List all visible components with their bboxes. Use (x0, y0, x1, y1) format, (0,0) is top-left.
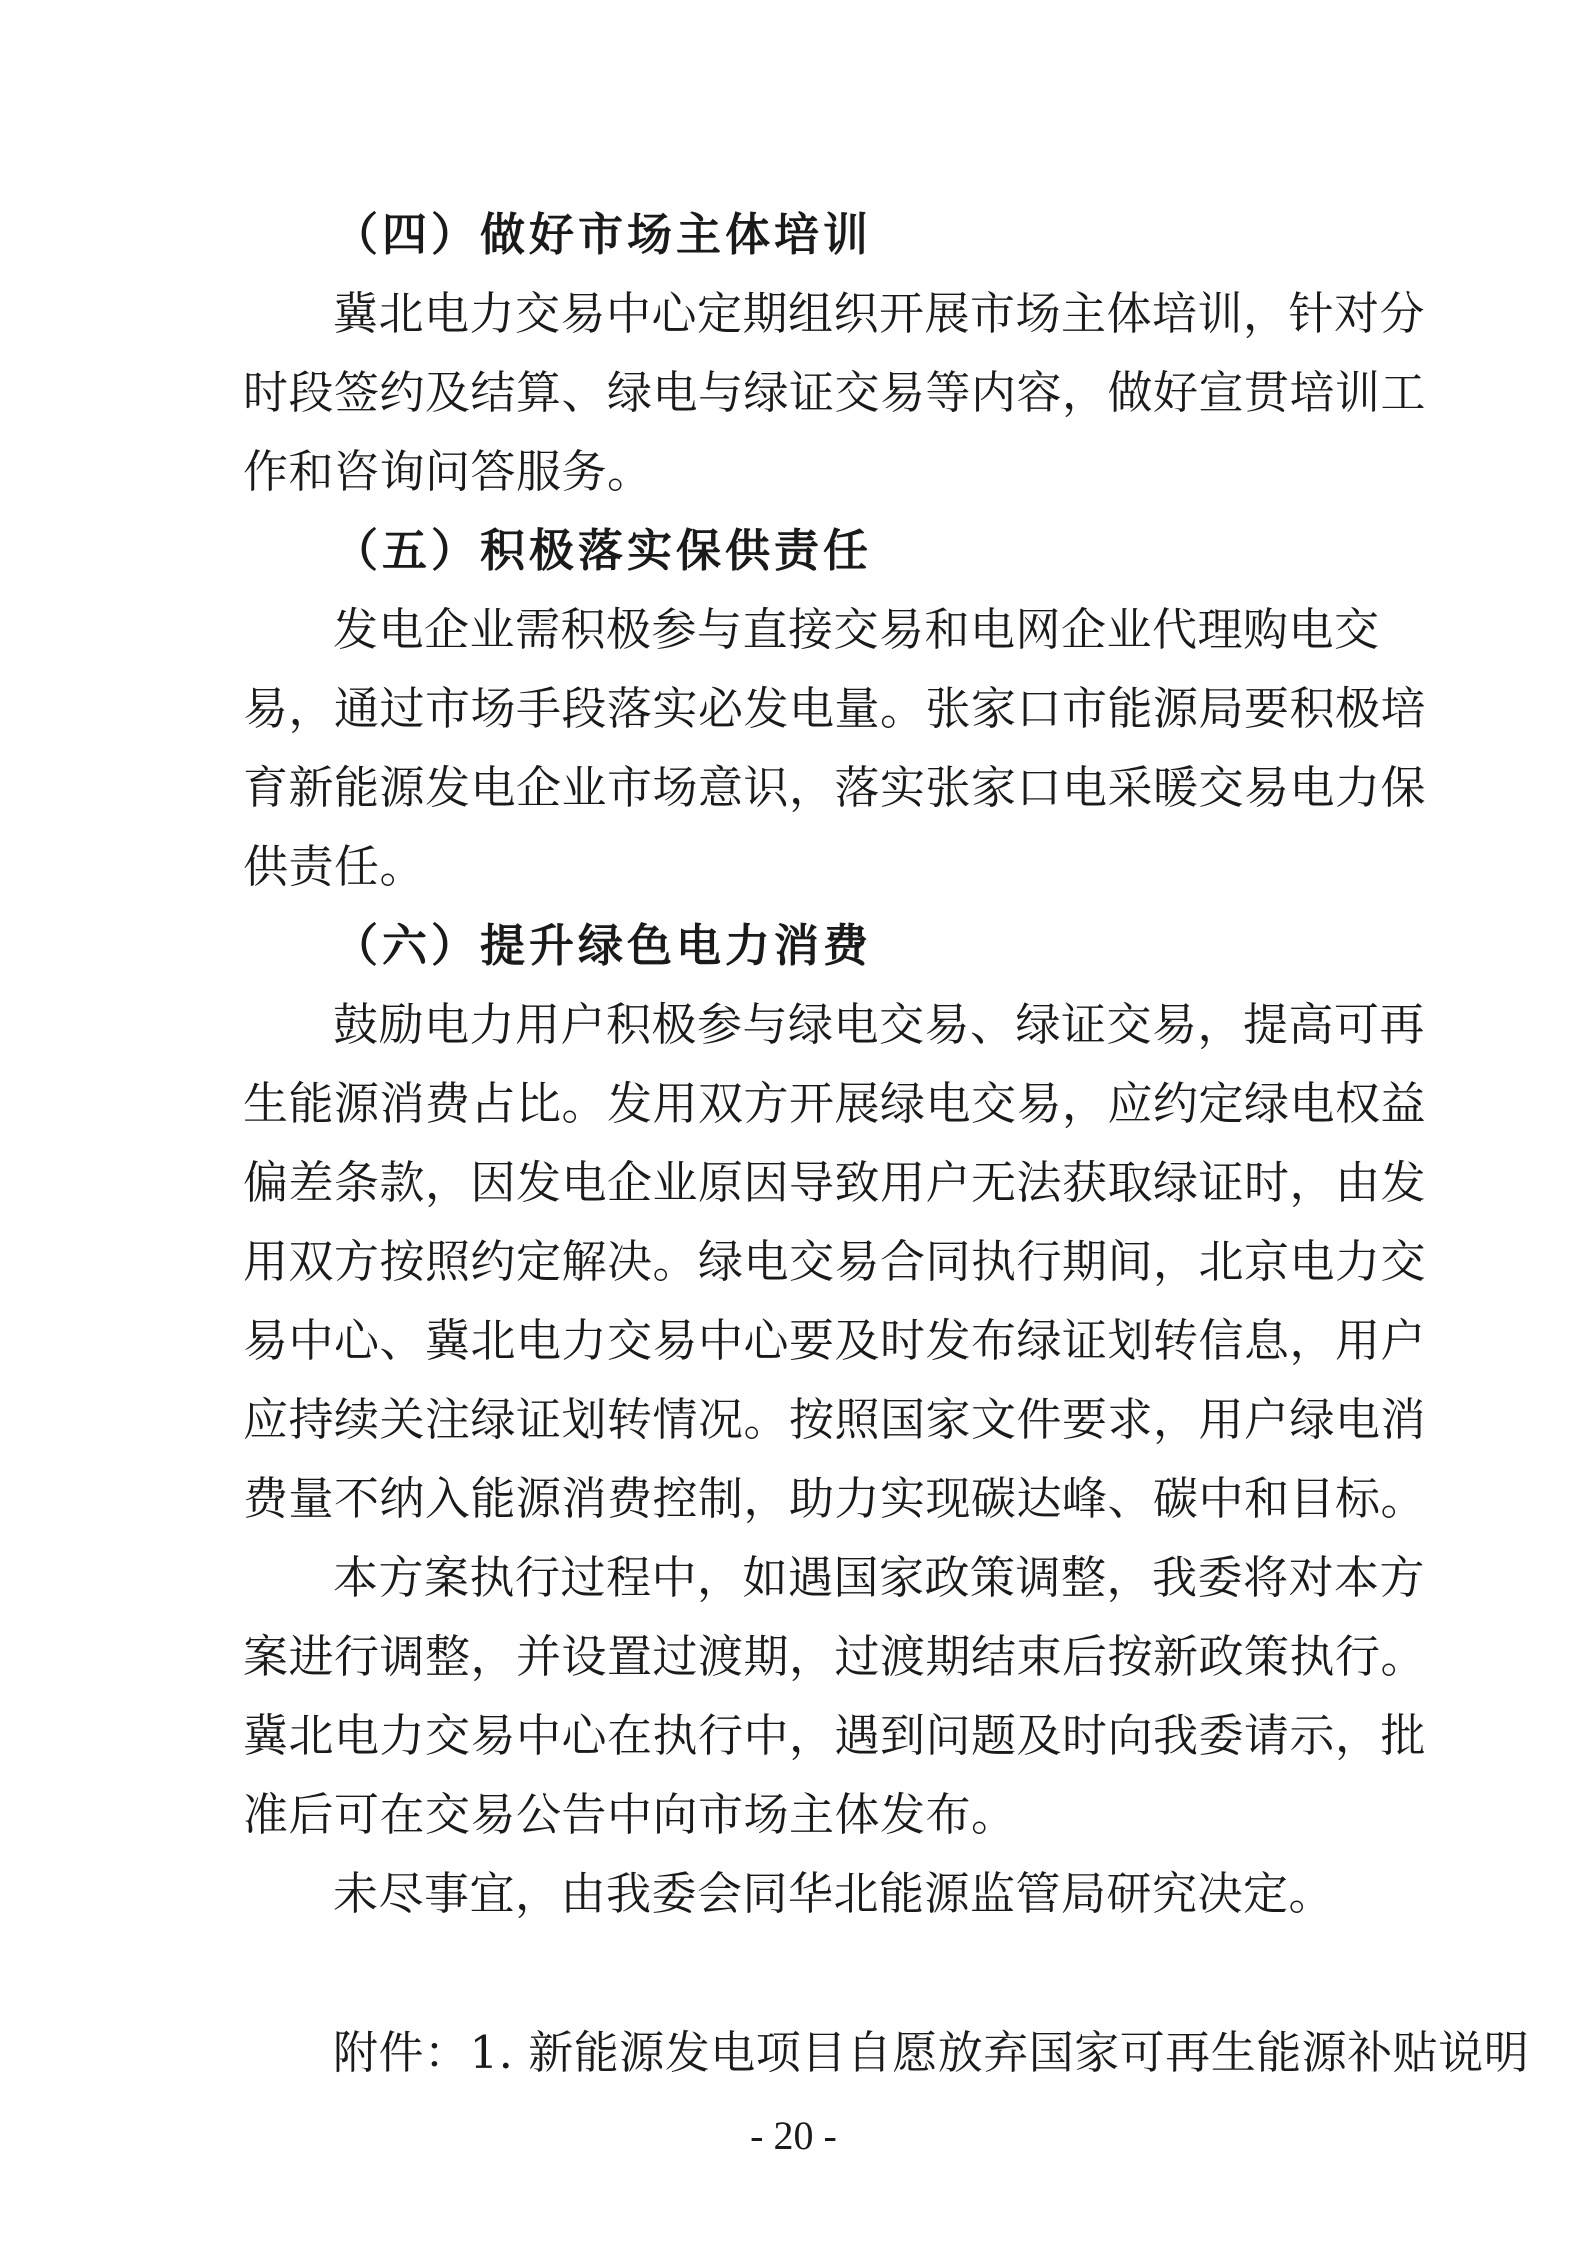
attachment-note: 附件：1. 新能源发电项目自愿放弃国家可再生能源补贴说明 (333, 2026, 1530, 2079)
paragraph-line: 易，通过市场手段落实必发电量。张家口市能源局要积极培 (243, 682, 1427, 735)
paragraph-line: 用双方按照约定解决。绿电交易合同执行期间，北京电力交 (243, 1235, 1427, 1288)
section-heading-4: （四）做好市场主体培训 (333, 208, 873, 261)
paragraph-line: 作和咨询问答服务。 (243, 445, 653, 498)
paragraph-line: 未尽事宜，由我委会同华北能源监管局研究决定。 (333, 1867, 1335, 1920)
paragraph-line: 生能源消费占比。发用双方开展绿电交易，应约定绿电权益 (243, 1077, 1427, 1130)
paragraph-line: 育新能源发电企业市场意识，落实张家口电采暖交易电力保 (243, 761, 1427, 814)
paragraph-line: 准后可在交易公告中向市场主体发布。 (243, 1788, 1017, 1841)
paragraph-line: 鼓励电力用户积极参与绿电交易、绿证交易，提高可再 (333, 998, 1426, 1051)
paragraph-line: 冀北电力交易中心定期组织开展市场主体培训，针对分 (333, 287, 1426, 340)
paragraph-line: 费量不纳入能源消费控制，助力实现碳达峰、碳中和目标。 (243, 1472, 1427, 1525)
paragraph-line: 时段签约及结算、绿电与绿证交易等内容，做好宣贯培训工 (243, 366, 1427, 419)
paragraph-line: 易中心、冀北电力交易中心要及时发布绿证划转信息，用户 (243, 1314, 1427, 1367)
paragraph-line: 本方案执行过程中，如遇国家政策调整，我委将对本方 (333, 1551, 1426, 1604)
paragraph-line: 冀北电力交易中心在执行中，遇到问题及时向我委请示，批 (243, 1709, 1427, 1762)
section-heading-5: （五）积极落实保供责任 (333, 524, 873, 577)
paragraph-line: 偏差条款，因发电企业原因导致用户无法获取绿证时，由发 (243, 1156, 1427, 1209)
page-number: - 20 - (750, 2113, 837, 2158)
section-heading-6: （六）提升绿色电力消费 (333, 919, 873, 972)
paragraph-line: 发电企业需积极参与直接交易和电网企业代理购电交 (333, 603, 1380, 656)
paragraph-line: 案进行调整，并设置过渡期，过渡期结束后按新政策执行。 (243, 1630, 1427, 1683)
paragraph-line: 供责任。 (243, 840, 426, 893)
paragraph-line: 应持续关注绿证划转情况。按照国家文件要求，用户绿电消 (243, 1393, 1427, 1446)
